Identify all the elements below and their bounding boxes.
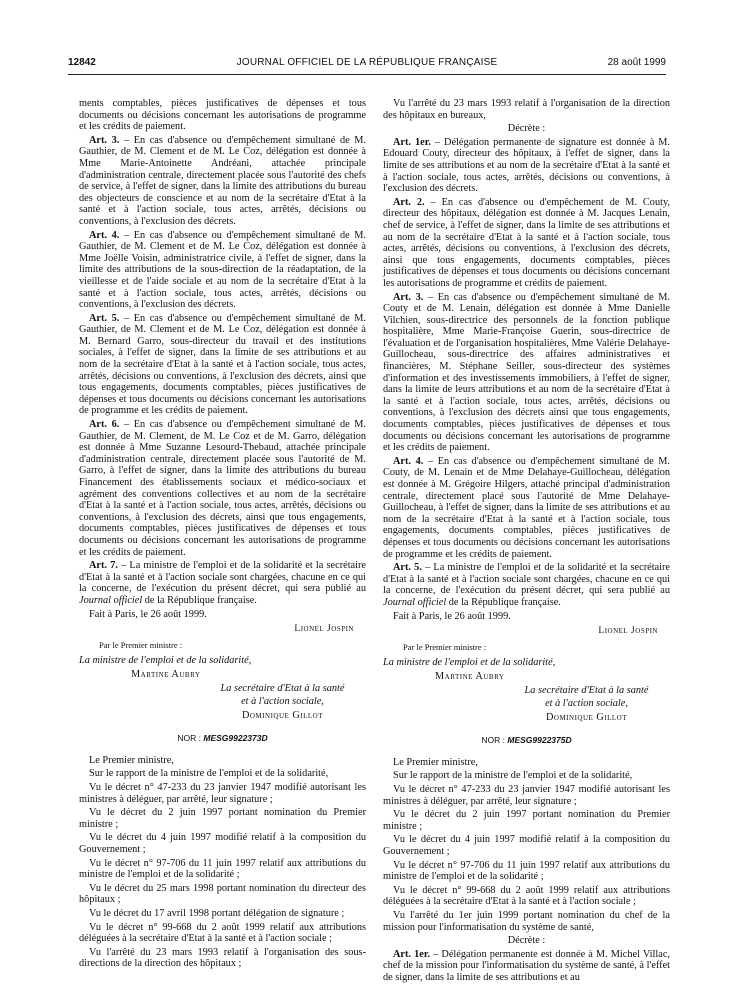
visa-line: Vu le décret n° 99-668 du 2 août 1999 relatif aux attributions déléguées à la secrétaire d'Etat à la santé et à l'action sociale ; xyxy=(383,884,670,908)
visa-line: Sur le rapport de la ministre de l'emploi et de la solidarité, xyxy=(393,770,633,782)
article-6 xyxy=(79,419,366,558)
article-5 xyxy=(383,562,670,608)
article-text-end: de la République française. xyxy=(142,594,257,606)
visa-line: Vu le décret n° 47-233 du 23 janvier 1947 modifié autorisant les ministres à déléguer, par arrêté, leur signature ; xyxy=(79,782,366,805)
article-4 xyxy=(79,230,366,311)
nor-value: MESG9922373D xyxy=(203,733,268,744)
right-column xyxy=(383,98,670,986)
page-header xyxy=(68,57,666,71)
article-1 xyxy=(383,137,670,195)
article-5 xyxy=(79,313,366,417)
article-4 xyxy=(383,456,670,560)
secretaire-title-1: La secrétaire d'Etat à la santé xyxy=(220,682,345,694)
nor-reference: NOR : MESG9922373D xyxy=(177,733,268,744)
article-label: Art. 7. xyxy=(89,560,118,572)
paragraph: ments comptables, pièces justificatives de dépenses et tous documents ou décisions concernant les autorisations de programme et les crédits de paiement. xyxy=(79,98,366,133)
secretaire-title-2: et à l'action sociale, xyxy=(545,698,628,710)
nor-value: MESG9922375D xyxy=(507,735,572,746)
page-number: 12842 xyxy=(68,57,96,68)
article-text: – La ministre de l'emploi et de la solidarité et la secrétaire d'Etat à la santé et à l'action sociale sont chargées, chacune en ce qui la concerne, de l'exécution du présent décret, qui sera publié au xyxy=(383,562,670,597)
article-3 xyxy=(383,292,670,454)
signature-aubry: Martine Aubry xyxy=(435,670,505,682)
visa-line: Vu l'arrêté du 23 mars 1993 relatif à l'organisation des sous-directions de la direction des hôpitaux ; xyxy=(79,946,366,970)
article-label: Art. 1er. xyxy=(393,948,431,960)
visa-line: Vu le décret du 4 juin 1997 modifié relatif à la composition du Gouvernement ; xyxy=(79,832,366,856)
article-label: Art. 2. xyxy=(393,196,425,208)
signature-aubry: Martine Aubry xyxy=(131,668,201,680)
visa-line: Vu le décret du 2 juin 1997 portant nomination du Premier ministre ; xyxy=(383,809,670,832)
article-text: – En cas d'absence ou d'empêchement simultané de M. Couty et de M. Lenain, délégation est donnée à Mme Danielle Vilchien, sous-directrice des personnels de la fonction publique hospitalière, Mme Marie-Françoise Guerin, sous-directrice de l'évaluation et de l'organisation hospitalières, Mme Valérie Delahaye-Guillocheau, sous-directrice des affaires administratives et financières, M. Stéphane Seiller, sous-directeur des systèmes d'information et des investissements immobiliers, à l'effet de signer, dans la limite de leurs attributions et au nom de la secrétaire d'Etat à la santé et à l'action sociale, tous actes, arrêtés, décisions ou conventions, à l'exclusion des décrets ainsi que tous engagements, documents comptables, pièces justificatives de dépenses et tous documents ou décisions concernant les autorisations de programme et les crédits de paiement. xyxy=(383,291,671,454)
article-text: – En cas d'absence ou d'empêchement de M. Couty, directeur des hôpitaux, délégation est donnée à M. Jacques Lenain, chef de service, à l'effet de signer, dans la limite de ses attributions et au nom de la secrétaire d'Etat à la santé et à l'action sociale, tous actes, arrêtés, décisions ou conventions, à l'exclusion des décrets, ainsi que tous engagements, documents comptables, pièces justificatives de dépenses et tous documents ou décisions concernant les autorisations de programme et crédits de paiement. xyxy=(383,196,671,289)
article-text: – En cas d'absence ou d'empêchement simultané de M. Gauthier, de M. Clement et de M. Le Coz, délégation est donnée à Mme Joëlle Voisin, administratrice civile, à l'effet de signer, dans la limite des attributions de la sous-direction de la réadaptation, de la vieillesse et de l'aide sociale et au nom de la secrétaire d'Etat à la santé et à l'action sociale, tous actes, arrêtés, décisions ou conventions, à l'exclusion des décrets. xyxy=(79,229,367,311)
par-le-premier-ministre: Par le Premier ministre : xyxy=(99,639,183,650)
journal-officiel-ref: Journal officiel xyxy=(79,594,143,606)
visa-line: Vu le décret du 17 avril 1998 portant délégation de signature ; xyxy=(89,908,345,919)
article-label: Art. 4. xyxy=(89,229,120,241)
visa-line: Sur le rapport de la ministre de l'emploi et de la solidarité, xyxy=(89,768,329,780)
journal-title: JOURNAL OFFICIEL DE LA RÉPUBLIQUE FRANÇAISE xyxy=(236,57,498,68)
visa-line: Vu le décret n° 97-706 du 11 juin 1997 relatif aux attributions du ministre de l'emploi et de la solidarité ; xyxy=(383,859,670,883)
article-text: – Délégation permanente de signature est donnée à M. Edouard Couty, directeur des hôpitaux, à l'effet de signer, dans la limite de ses attributions et au nom de la secrétaire d'Etat à la santé et à l'action sociale, tous actes, arrêtés, décisions ou conventions, à l'exclusion des décrets. xyxy=(383,136,670,195)
visa-line: Vu le décret n° 47-233 du 23 janvier 1947 modifié autorisant les ministres à déléguer, par arrêté, leur signature ; xyxy=(383,784,670,807)
signature-gillot: Dominique Gillot xyxy=(241,709,324,721)
article-text: – La ministre de l'emploi et de la solidarité et la secrétaire d'Etat à la santé et à l'action sociale sont chargées, chacune en ce qui la concerne, de l'exécution du présent décret, qui sera publié au xyxy=(79,560,366,595)
fait-a-paris: Fait à Paris, le 26 août 1999. xyxy=(393,610,511,622)
article-label: Art. 3. xyxy=(393,291,424,303)
nor-reference: NOR : MESG9922375D xyxy=(481,735,572,746)
article-label: Art. 1er. xyxy=(393,136,431,148)
article-7 xyxy=(79,560,366,606)
visa-line: Le Premier ministre, xyxy=(89,754,174,766)
signature-jospin: Lionel Jospin xyxy=(294,624,354,635)
article-1 xyxy=(383,949,670,984)
article-text-end: de la République française. xyxy=(446,596,561,608)
signature-gillot: Dominique Gillot xyxy=(545,711,628,723)
article-label: Art. 3. xyxy=(89,134,120,146)
article-3 xyxy=(79,135,366,228)
article-text: – Délégation permanente est donnée à M. Michel Villac, chef de la mission pour l'informatisation du système de santé, à l'effet de signer, dans la limite de ses attributions et au xyxy=(383,948,670,983)
decrete-heading: Décrète : xyxy=(507,935,546,947)
decrete-heading: Décrète : xyxy=(507,123,546,135)
issue-date: 28 août 1999 xyxy=(607,57,666,68)
left-column xyxy=(79,98,366,972)
fait-a-paris: Fait à Paris, le 26 août 1999. xyxy=(89,608,207,620)
article-text: – En cas d'absence ou d'empêchement simultané de M. Gauthier, de M. Clement et de M. Le Coz, délégation est donnée à Mme Marie-Antoinette Andréani, attachée principale d'administration centrale, directement placée sous l'autorité des chefs de service, à l'effet de signer, dans la limite des attributions du bureau des objecteurs de conscience et au nom de la secrétaire d'Etat à la santé et à l'action sociale, tous actes, arrêtés, décisions ou conventions, à l'exclusion des décrets. xyxy=(79,134,367,227)
visa-line: Vu l'arrêté du 1er juin 1999 portant nomination du chef de la mission pour l'informatisation du système de santé, xyxy=(383,910,670,933)
article-2 xyxy=(383,197,670,290)
visa-line: Vu le décret n° 99-668 du 2 août 1999 relatif aux attributions déléguées à la secrétaire d'Etat à la santé et à l'action sociale ; xyxy=(79,921,366,945)
article-label: Art. 6. xyxy=(89,419,120,431)
article-label: Art. 4. xyxy=(393,455,424,467)
article-text: – En cas d'absence ou d'empêchement simultané de M. Couty, de M. Lenain et de Mme Delahaye-Guillocheau, délégation est donnée à M. Grégoire Hilgers, attaché principal d'administration centrale, directement placé sous l'autorité de Mme Delahaye-Guillocheau, à l'effet de signer, dans la limite de ses attributions et au nom de la secrétaire d'Etat à la santé et à l'action sociale, tous engagements, documents comptables, pièces justificatives de dépenses et tous documents ou décisions concernant les autorisations de programme et les crédits de paiement. xyxy=(383,455,671,560)
ministre-title: La ministre de l'emploi et de la solidarité, xyxy=(383,657,556,669)
article-label: Art. 5. xyxy=(393,562,422,574)
visa-line: Vu le décret du 2 juin 1997 portant nomination du Premier ministre ; xyxy=(79,807,366,830)
article-label: Art. 5. xyxy=(89,312,120,324)
ministre-title: La ministre de l'emploi et de la solidarité, xyxy=(79,655,252,667)
visa-line: Vu le décret n° 97-706 du 11 juin 1997 relatif aux attributions du ministre de l'emploi et de la solidarité ; xyxy=(79,857,366,881)
visa-line: Le Premier ministre, xyxy=(393,756,478,768)
article-text: – En cas d'absence ou d'empêchement simultané de M. Gauthier, de M. Clement, de M. Le Coz et de M. Garro, délégation est donnée à Mme Suzanne Lesourd-Thebaud, attachée principale d'administration centrale, directement placée sous l'autorité de M. Garro, à l'effet de signer, dans la limite des attributions du bureau Financement des établissements sociaux et médico-sociaux et agrément des conventions collectives et au nom de la secrétaire d'Etat à la santé et à l'action sociale, tous actes, arrêtés, décisions ou conventions, à l'exclusion des décrets, ainsi que tous engagements, documents comptables, pièces justificatives de dépenses et tous documents ou décisions concernant les autorisations de programme et les crédits de paiement. xyxy=(79,419,367,558)
journal-officiel-ref: Journal officiel xyxy=(383,596,447,608)
article-text: – En cas d'absence ou d'empêchement simultané de M. Gauthier, de M. Clement et de M. Le Coz, délégation est donnée à M. Bernard Garro, sous-directeur du travail et des institutions sociales, à l'effet de signer, dans la limite de ses attributions et au nom de la secrétaire d'Etat à la santé et à l'action sociale, tous actes, arrêtés, décisions ou conventions, à l'exclusion des décrets, ainsi que tous engagements, documents comptables, pièces justificatives de dépenses et tous documents ou décisions concernant les autorisations de programme et les crédits de paiement. xyxy=(79,312,367,417)
signature-jospin: Lionel Jospin xyxy=(598,626,658,637)
visa-line: Vu le décret du 4 juin 1997 modifié relatif à la composition du Gouvernement ; xyxy=(383,834,670,858)
paragraph: Vu l'arrêté du 23 mars 1993 relatif à l'organisation de la direction des hôpitaux en bureaux, xyxy=(383,98,670,121)
header-rule xyxy=(68,74,666,75)
secretaire-title-2: et à l'action sociale, xyxy=(241,696,324,708)
secretaire-title-1: La secrétaire d'Etat à la santé xyxy=(524,684,649,696)
par-le-premier-ministre: Par le Premier ministre : xyxy=(403,641,487,652)
visa-line: Vu le décret du 25 mars 1998 portant nomination du directeur des hôpitaux ; xyxy=(79,882,366,906)
